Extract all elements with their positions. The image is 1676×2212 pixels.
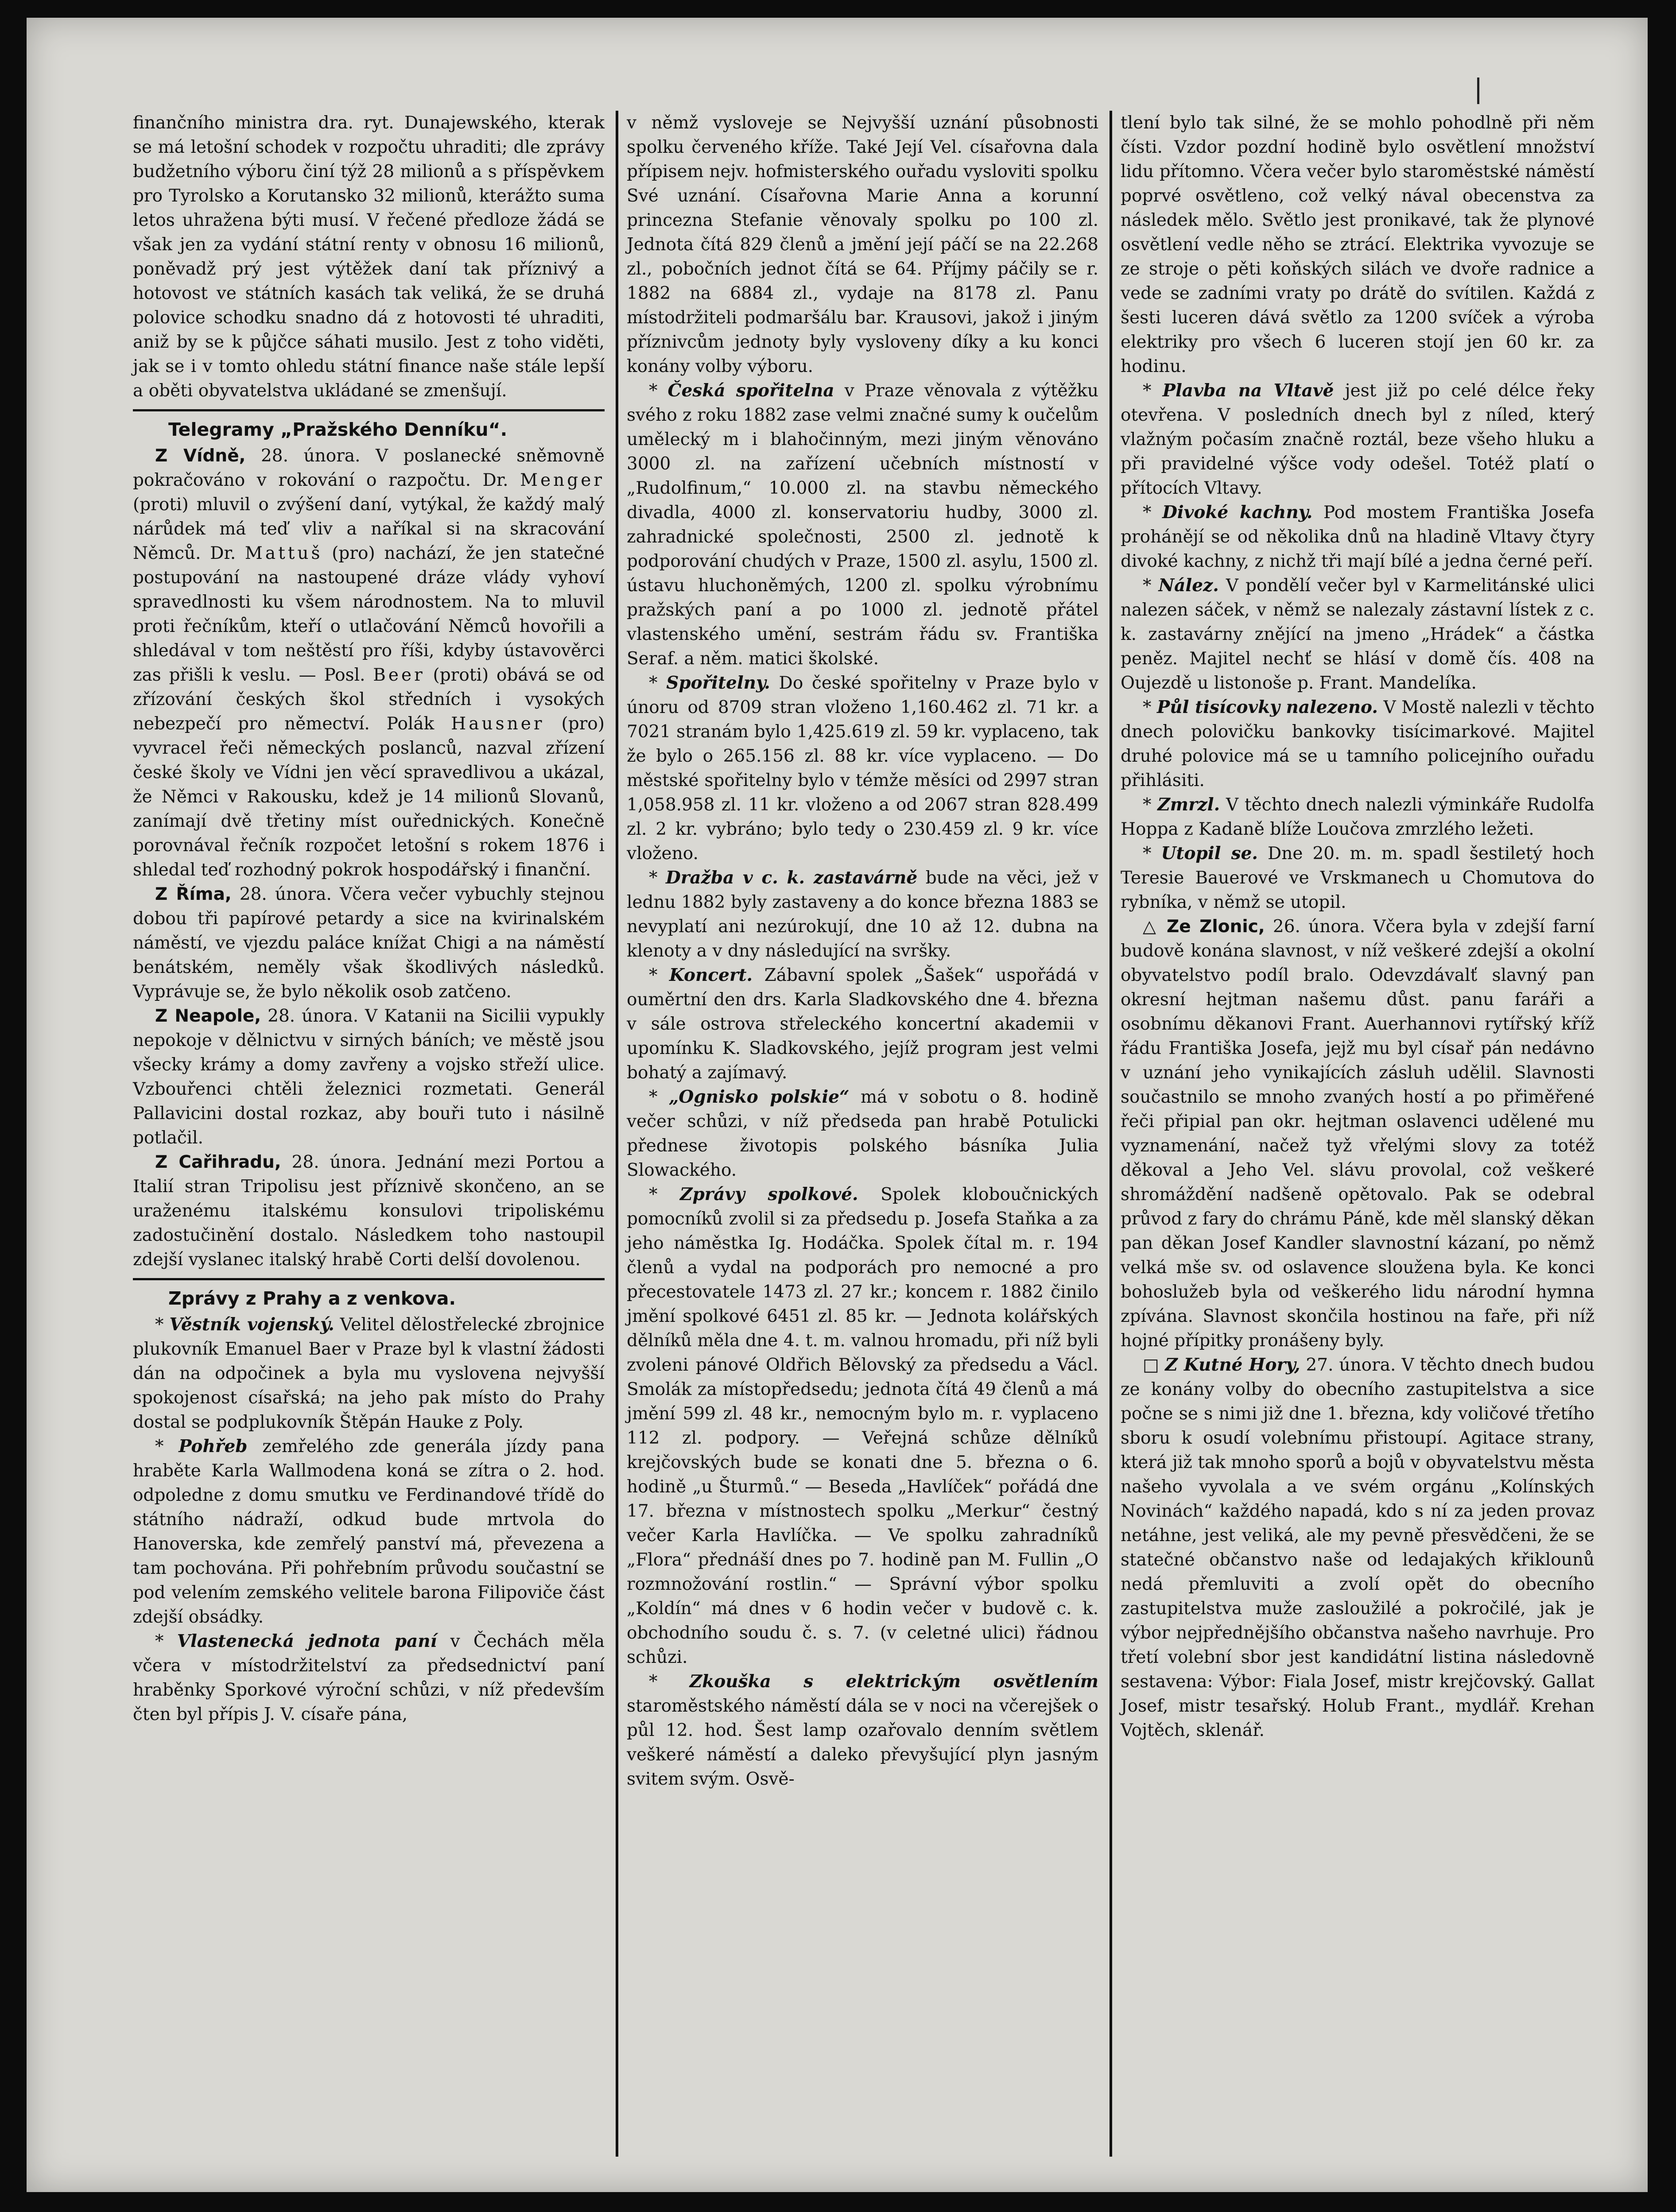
telegram-rome: Z Říma, 28. února. Včera večer vybuchly stejnou dobou tři papírové petardy a sice na kvirinalském náměstí, ve vjezdu paláce knížat Chigi a na náměstí benátském, neměly však škodlivých následků. Vyprávuje se, že bylo několik osob zatčeno. (133, 884, 605, 1002)
red-cross-continued: v němž vysloveje se Nejvyšší uznání působnosti spolku červeného kříže. Také Její Vel. císařovna dala přípisem nejv. hofmisterského ouřadu vysloviti spolku Své uznání. Císařovna Marie Anna a korunní princezna Stefanie věnovaly spolku po 100 zl. Jednota čítá 829 členů a jmění její páčí se na 22.268 zl., pobočních jednot čítá se 64. Příjmy páčily se r. 1882 na 6884 zl., vydaje na 8178 zl. Panu místodržiteli podmaršálu bar. Krausovi, jakož i jiným příznivcům jednoty byly vysloveny díky a ku konci konány volby výboru. (627, 113, 1098, 376)
news-vlastenecka: * Vlastenecká jednota paní v Čechách měla včera v místodržitelství za předsednictví paní hraběnky Sporkové výroční schůzi, v níž především čten byl přípis J. V. císaře pána, (133, 1631, 605, 1724)
title-koncert: Koncert. (669, 965, 753, 985)
news-koncert: * Koncert. Zábavní spolek „Šašek“ uspořádá v ouměrtní den drs. Karla Sladkovského dne 4. března v sále ostrova střeleckého koncertní akademii v upomínku K. Sladkovského, jejíž program jest velmi bohatý a zajímavý. (627, 965, 1098, 1083)
title-pul-tisicovky: Půl tisícovky nalezeno. (1156, 697, 1378, 717)
title-zpravy-spolkove: Zprávy spolkové. (679, 1184, 858, 1205)
news-zkouska: * Zkouška s elektrickým osvětlením staroměstského náměstí dála se v noci na včerejšek o půl 12. hod. Šest lamp ozařovalo denním světlem veškeré náměstí a daleko převyšující plyn jasným svitem svým. Osvě- (627, 1671, 1099, 1789)
title-zmrzl: Zmrzl. (1157, 794, 1220, 815)
finance-article-end: finančního ministra dra. ryt. Dunajewského, kterak se má letošní schodek v rozpočtu uhraditi; dle zprávy budžetního výboru činí týž 28 milionů a s příspěvkem pro Tyrolsko a Korutansko 32 milionů, kterážto suma letos uhražena býti musí. V řečené předloze žádá se však jen za vydání státní renty v obnosu 16 milionů, poněvadž prý jest výtěžek daní tak příznivý a hotovost ve státních kasách tak veliká, že se druhá polovice schodku snadno dá z hotovosti té uhraditi, aniž by se k půjčce sáhati musilo. Jest z toho viděti, jak se i v tomto ohledu státní finance naše stále lepší a oběti obyvatelstva ukládané se zmenšují. (133, 113, 605, 401)
column-1 (133, 111, 605, 2157)
news-pul-tisicovky: * Půl tisícovky nalezeno. V Mostě nalezli v těchto dnech polovičku bankovky tisícimarkové. Majitel druhé polovice má se u tamního policejního ouřadu přihlásiti. (1121, 697, 1595, 790)
title-ceska-sporitelna: Česká spořitelna (667, 380, 834, 401)
news-ceska-sporitelna: * Česká spořitelna v Praze věnovala z výtěžku svého z roku 1882 zase velmi značné sumy k oučelům umělecký m i blahočinným, mezi jiným věnováno 3000 zl. na zařízení učebních místností v „Rudolfinum,“ 10.000 zl. na stavbu německého divadla, 4000 zl. konservatoriu hudby, 3000 zl. zahradnické společnosti, 2500 zl. jednotě k podporování chudých v Praze, 1500 zl. asylu, 1500 zl. ústavu hluchoněmých, 1200 zl. spolku výrobnímu pražských paní a po 1000 zl. jednotě přátel vlastenského umění, sestrám řádu sv. Františka Seraf. a něm. matici školské. (627, 380, 1098, 669)
news-zpravy-spolkove: * Zprávy spolkové. Spolek kloboučnických pomocníků zvolil si za předsedu p. Josefa Staňka a za jeho náměstka Ig. Hodáčka. Spolek čítal m. r. 194 členů a vydal na podporách pro nemocné a pro přecestovatele 1473 zl. 27 kr.; koncem r. 1882 činilo jmění spolkové 6451 zl. 85 kr. — Jednota kolářských dělníků měla dne 4. t. m. valnou hromadu, při níž byli zvoleni pánové Oldřich Bělovský za předsedu a Václ. Smolák za místopředsedu; jednota čítá 49 členů a má jmění 599 zl. 48 kr., nemocným bylo m. r. vyplaceno 112 zl. podpory. — Veřejná schůze dělníků krejčovských bude se konati dne 5. března o 6. hodině „u Šturmů.“ — Beseda „Havlíček“ pořádá dne 17. března v místnostech spolku „Merkur“ čestný večer Karla Havlíčka. — Ve spolku zahradníků „Flora“ přednáší dnes po 7. hodině pan M. Fullin „O rozmnožování rostlin.“ — Správní výbor spolku „Koldín“ má dnes v 6 hodin večer v budově c. k. obchodního soudu č. s. 7. (v celetné ulici) řádnou schůzi. (627, 1184, 1098, 1667)
dateline-vienna: Z Vídně, (155, 446, 246, 466)
news-vestnik: * Věstník vojenský. Velitel dělostřelecké zbrojnice plukovník Emanuel Baer v Praze byl k vlastní žádosti dán na odpočinek a byla mu vyslovena nejvyšší spokojenost císařská; na jeho pak místo do Prahy dostal se podplukovník Štěpán Hauke z Poly. (133, 1314, 605, 1432)
title-ognisko: „Ognisko polskie“ (668, 1087, 850, 1107)
margin-mark (1477, 77, 1479, 104)
article-columns (133, 111, 1595, 2157)
news-sporitelny: * Spořitelny. Do české spořitelny v Praze bylo v únoru od 8709 stran vloženo 1,160.462 zl. 71 kr. a 7021 stranám bylo 1,425.619 zl. 59 kr. vyplaceno, tak že bylo o 265.156 zl. 88 kr. více vyplaceno. — Do městské spořitelny bylo v témže měsíci od 2997 stran 1,058.958 zl. 11 kr. vloženo a od 2067 stran 828.499 zl. 2 kr. vybráno; bylo tedy o 230.459 zl. 9 kr. více vloženo. (627, 673, 1099, 864)
lighting-continued: tlení bylo tak silné, že se mohlo pohodlně při něm čísti. Vzdor pozdní hodině bylo osvětlení množství lidu přítomno. Včera večer bylo staroměstské náměstí poprvé osvětleno, což velký nával obecenstva za následek mělo. Světlo jest pronikavé, tak že plynové osvětlení vedle něho se ztrácí. Elektrika vyvozuje se ze stroje o pěti koňských silách ve dvoře radnice a vede se zadními vraty po drátě do svítilen. Každá z šesti luceren dává světlo za 1200 svíček a výroba elektriky pro všech 6 luceren stojí jen 60 kr. za hodinu. (1121, 113, 1595, 376)
title-plavba: Plavba na Vltavě (1162, 380, 1334, 401)
news-pohreb: * Pohřeb zemřelého zde generála jízdy pana hraběte Karla Wallmodena koná se zítra o 2. hod. odpoledne z domu smutku ve Ferdinandové třídě do státního nádraží, odkud bude mrtvola do Hanoverska, kde zemřelý panství má, převezena a tam pochována. Při pohřebním průvodu součastní se pod velením zemského velitele barona Filipoviče část zdejší obsádky. (133, 1436, 605, 1627)
name-beer: Beer (373, 665, 425, 685)
report-kutna-hora: □ Z Kutné Hory, 27. února. V těchto dnech budou ze konány volby do obecního zastupitelstva a sice počne se s nimi již dne 1. března, kdy voličové třetího sboru k osudí volebnímu přistoupí. Agitace strany, která již tak mnoho sporů a bojů v obyvatelstvu města našeho vyvolala a ve svém orgánu „Kolínských Novinách“ každého napadá, kdo s ní za jeden provaz netáhne, jest veliká, ale my pevně přesvědčeni, že se statečné občanstvo naše od ledajakých křiklounů nedá přemluviti a zvolí opět do obecního zastupitelstva muže zasloužilé a pokročilé, jak je výbor nejpřednějšího občanstva našeho navrhuje. Pro třetí volební sbor jest kandidátní listina následovně sestavena: Výbor: Fiala Josef, mistr krejčovský. Gallat Josef, mistr tesařský. Holub Frant., mydlář. Krehan Vojtěch, sklenář. (1121, 1355, 1595, 1740)
square-icon: □ (1143, 1355, 1160, 1375)
dateline-kutna-hora: Z Kutné Hory, (1165, 1355, 1300, 1375)
dateline-istanbul: Z Cařihradu, (155, 1152, 281, 1172)
name-menger: Menger (520, 470, 605, 490)
title-vestnik: Věstník vojenský. (169, 1314, 334, 1335)
title-sporitelny: Spořitelny. (666, 673, 770, 693)
news-ognisko: * „Ognisko polskie“ má v sobotu o 8. hodině večer schůzi, v níž předseda pan hrabě Potulicki přednese životopis polského básníka Julia Slowackého. (627, 1087, 1099, 1180)
telegram-vienna: Z Vídně, 28. února. V poslanecké sněmovně pokračováno v rokování o razpočtu. Dr. Menger (proti) mluvil o zvýšení daní, vytýkal, že každý malý nárůdek má teď vliv a naříkal si na skracování Němců. Dr. Mattuš (pro) nachází, že jen statečné postupování na nastoupené dráze vlády vyhoví spravedlnosti ku všem národnostem. Na to mluvil proti řečníkům, kteří o utlačování Němců hovořili a shledával v tom neštěstí pro říši, kdyby ústavověrci zas přišli k veslu. — Posl. Beer (proti) obává se od zřízování českých škol středních i vysokých nebezpečí pro němectví. Polák Hausner (pro) vyvracel řeči německých poslanců, nazval zřízení české školy ve Vídni jen věcí spravedlivou a ukázal, že Němci v Rakousku, kdež je 14 milionů Slovanů, zanímají dvě třetiny míst ouřednických. Konečně porovnával řečník rozpočet letošní s rokem 1876 i shledal teď rozhodný pokrok hospodářský i finanční. (133, 446, 605, 880)
title-zkouska: Zkouška s elektrickým osvětlením (689, 1671, 1099, 1692)
dateline-zlonice: Ze Zlonic, (1167, 917, 1265, 937)
title-vlastenecka: Vlastenecká jednota paní (177, 1631, 437, 1651)
title-utopil: Utopil se. (1161, 843, 1258, 864)
news-plavba: * Plavba na Vltavě jest již po celé délce řeky otevřena. V posledních dnech byl z níled, který vlažným počasím značně roztál, beze všeho hluku a při pravidelné výšce vody odešel. Totéž platí o přítocích Vltavy. (1121, 380, 1595, 498)
column-3 (1121, 111, 1595, 2157)
local-news-heading: Zprávy z Prahy a z venkova. (168, 1288, 456, 1309)
dateline-naples: Z Neapole, (155, 1006, 261, 1026)
triangle-icon: △ (1143, 917, 1159, 937)
title-nalez: Nález. (1158, 575, 1219, 596)
telegrams-heading: Telegramy „Pražského Denníku“. (168, 419, 508, 440)
news-nalez: * Nález. V pondělí večer byl v Karmelitánské ulici nalezen sáček, v němž se nalezaly zástavní lístek z c. k. zastavárny znějící na jmeno „Hrádek“ a částka peněz. Majitel nechť se hlásí v domě čís. 408 na Oujezdě u listonoše p. Frant. Mandelíka. (1121, 575, 1595, 693)
title-kachny: Divoké kachny. (1162, 502, 1313, 523)
title-pohreb: Pohřeb (178, 1436, 248, 1457)
title-drazba: Dražba v c. k. zastavárně (666, 868, 918, 888)
section-divider (133, 409, 605, 411)
dateline-rome: Z Říma, (155, 884, 232, 904)
column-2 (627, 111, 1098, 2157)
news-utopil: * Utopil se. Dne 20. m. m. spadl šestiletý hoch Teresie Bauerové ve Vrskmanech u Chomutova do rybníka, v němž se utopil. (1121, 843, 1595, 912)
news-kachny: * Divoké kachny. Pod mostem Františka Josefa prohánějí se od několika dnů na hladině Vltavy čtyry divoké kachny, z nichž tři mají bílé a jedna černé peří. (1121, 502, 1595, 571)
name-hausner: Hausner (451, 714, 545, 734)
name-mattus: Mattuš (244, 543, 323, 563)
news-zmrzl: * Zmrzl. V těchto dnech nalezli výminkáře Rudolfa Hoppa z Kadaně blíže Loučova zmrzlého ležeti. (1121, 794, 1595, 839)
telegram-naples: Z Neapole, 28. února. V Katanii na Sicilii vypukly nepokoje v dělnictvu v sirných báních; ve městě jsou všecky krámy a domy zavřeny a vojsko střeží ulice. Vzbouřenci chtěli železnici rozmetati. Generál Pallavicini dostal rozkaz, aby bouři tuto i násilně potlačil. (133, 1006, 605, 1148)
section-divider (133, 1278, 605, 1280)
report-zlonice: △ Ze Zlonic, 26. února. Včera byla v zdejší farní budově konána slavnost, v níž veškeré zdejší a okolní obyvatelstvo podíl bralo. Odevzdávalť slavný pan okresní hejtman našemu důst. panu faráři a osobnímu děkanovi Frant. Auerhannovi rytířský kříž řádu Františka Josefa, jejž mu byl císař pán nedávno v uznání jeho vynikajících zásluh udělil. Slavnosti součastnilo se mnoho zvaných hostí a po přiměřené řeči připial pan okr. hejtman oslavenci udělené mu vyznamenání, načež tyž vřelými slovy za totéž děkoval a Jeho Vel. slávu provolal, což veškeré shromáždění nadšeně opětovalo. Pak se odebral průvod z fary do chrámu Páně, kde měl slanský děkan pan děkan Josef Kandler slavnostní kázaní, po němž velká mše sv. od oslavence sloužena byla. Ke konci bohoslužeb byla od veškerého lidu národní hymna zpívána. Slavnost skončila hostinou na faře, při níž hojné přípitky pronášeny byly. (1121, 917, 1595, 1351)
news-drazba: * Dražba v c. k. zastavárně bude na věci, jež v lednu 1882 byly zastaveny a do konce března 1883 se nevyplatí ani nezúrokují, dne 10 až 12. dubna na klenoty a v dny následující na svršky. (627, 868, 1098, 961)
telegram-istanbul: Z Cařihradu, 28. února. Jednání mezi Portou a Italií stran Tripolisu jest příznivě skončeno, an se uraženému italskému konsulovi tripoliskému zadostučinění dostalo. Následkem toho nastoupil zdejší vyslanec italský hrabě Corti delší dovolenou. (133, 1152, 605, 1270)
